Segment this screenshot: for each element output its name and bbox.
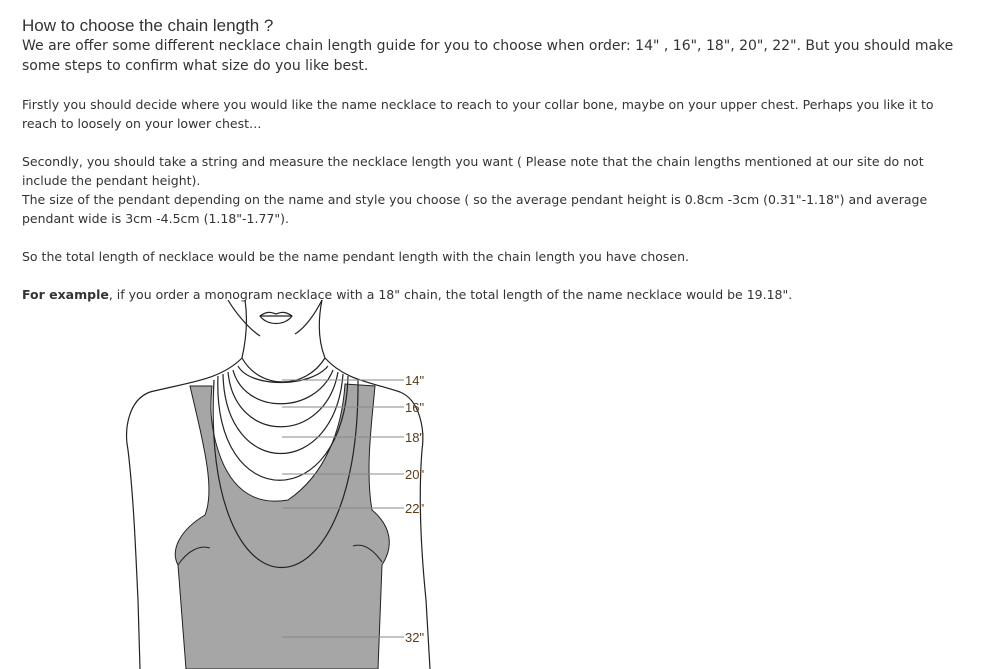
label-14: 14"	[405, 373, 425, 388]
label-32: 32"	[405, 630, 425, 645]
necklace-length-diagram	[110, 300, 450, 669]
label-20: 20"	[405, 467, 425, 482]
step-one-paragraph: Firstly you should decide where you would like the name necklace to reach to your collar bone, maybe on your upper chest. Perhaps you like it to reach to loosely on your lower chest…	[22, 97, 934, 131]
article-title: How to choose the chain length ?	[22, 16, 274, 35]
pendant-size-paragraph: The size of the pendant depending on the name and style you choose ( so the average pendant height is 0.8cm -3cm (0.31"-1.18") and average pendant wide is 3cm -4.5cm (1.18"-1.77").	[22, 192, 928, 226]
label-22: 22"	[405, 501, 425, 516]
article	[22, 16, 962, 304]
intro-paragraph: We are offer some different necklace chain length guide for you to choose when order: 14" , 16", 18", 20", 22". But you should make some steps to confirm what size do you like best.	[22, 38, 954, 74]
label-18: 18"	[405, 430, 425, 445]
example-text: , if you order a monogram necklace with a 18" chain, the total length of the name necklace would be 19.18".	[108, 287, 793, 302]
step-two-paragraph: Secondly, you should take a string and measure the necklace length you want ( Please note that the chain lengths mentioned at our site do not include the pendant height).	[22, 154, 924, 188]
example-lead: For example	[22, 287, 109, 302]
lips-icon	[260, 312, 292, 323]
label-16: 16"	[405, 400, 425, 415]
total-length-paragraph: So the total length of necklace would be the name pendant length with the chain length you have chosen.	[22, 249, 690, 264]
necklace-length-figure	[110, 300, 450, 669]
